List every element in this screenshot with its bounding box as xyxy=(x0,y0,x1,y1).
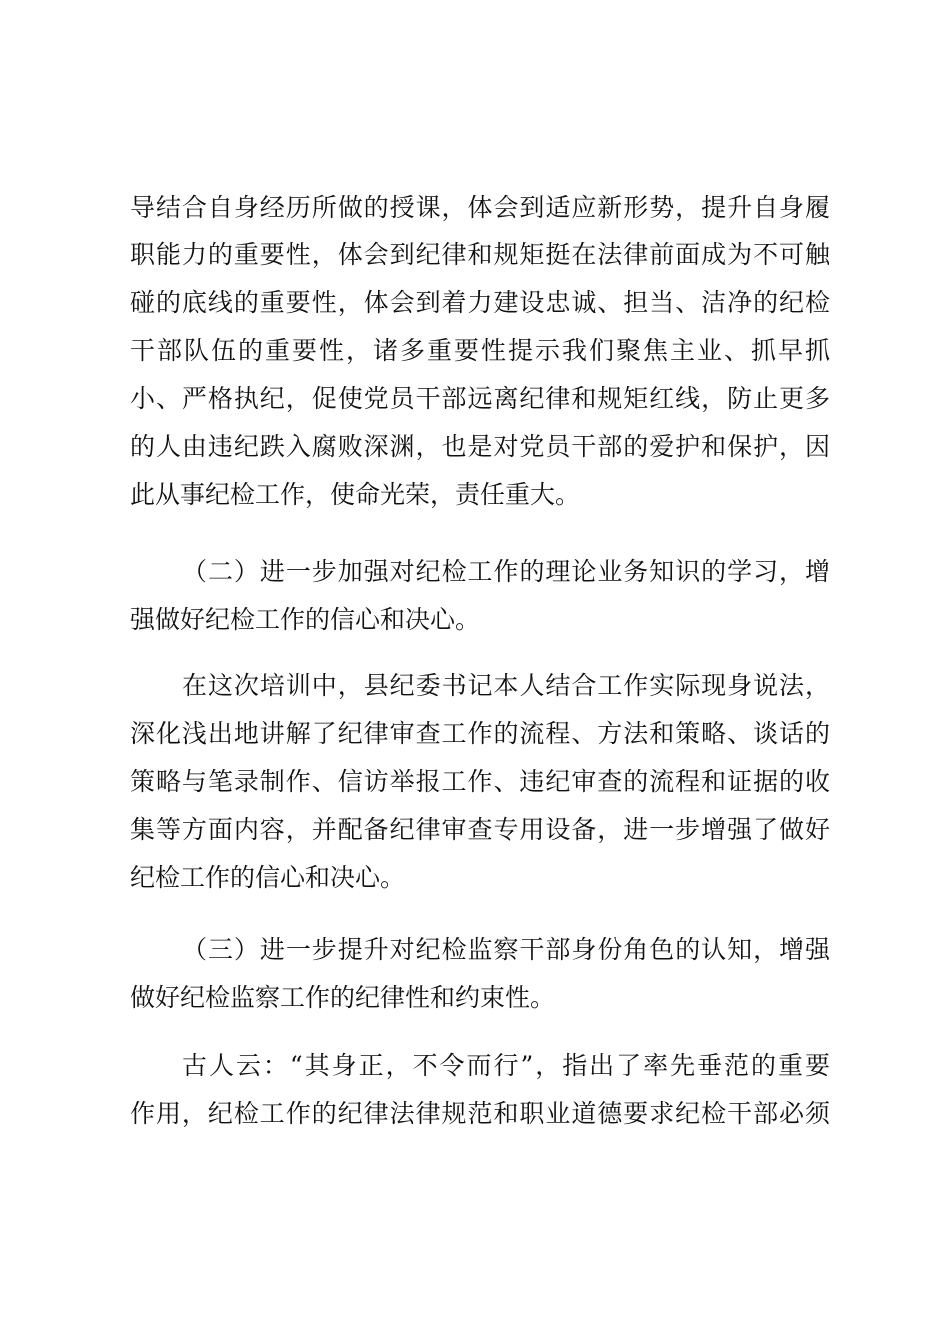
text-line: 导结合自身经历所做的授课，体会到适应新形势，提升自身履 xyxy=(130,193,830,222)
text-line: 古人云：“其身正，不令而行”，指出了率先垂范的重要 xyxy=(182,1051,830,1080)
text-line: 作用，纪检工作的纪律法律规范和职业道德要求纪检干部必须 xyxy=(130,1099,830,1128)
text-line: 纪检工作的信心和决心。 xyxy=(130,863,406,892)
text-line: 此从事纪检工作，使命光荣，责任重大。 xyxy=(130,480,581,509)
text-line: 的人由违纪跌入腐败深渊，也是对党员干部的爱护和保护，因 xyxy=(130,432,830,461)
text-line: 策略与笔录制作、信访举报工作、违纪审查的流程和证据的收 xyxy=(130,767,830,796)
text-line: 深化浅出地讲解了纪律审查工作的流程、方法和策略、谈话的 xyxy=(130,719,830,748)
section-heading-line: （三）进一步提升对纪检监察干部身份角色的认知，增强 xyxy=(182,935,830,964)
text-line: 职能力的重要性，体会到纪律和规矩挺在法律前面成为不可触 xyxy=(130,240,830,269)
text-line: 在这次培训中，县纪委书记本人结合工作实际现身说法， xyxy=(182,671,830,700)
section-heading-line: 强做好纪检工作的信心和决心。 xyxy=(130,605,481,634)
text-line: 集等方面内容，并配备纪律审查专用设备，进一步增强了做好 xyxy=(130,815,830,844)
section-heading-line: （二）进一步加强对纪检工作的理论业务知识的学习，增 xyxy=(182,557,830,586)
text-line: 小、严格执纪，促使党员干部远离纪律和规矩红线，防止更多 xyxy=(130,384,830,413)
section-heading-line: 做好纪检监察工作的纪律性和约束性。 xyxy=(130,983,556,1012)
text-line: 干部队伍的重要性，诸多重要性提示我们聚焦主业、抓早抓 xyxy=(130,336,830,365)
text-line: 碰的底线的重要性，体会到着力建设忠诚、担当、洁净的纪检 xyxy=(130,288,830,317)
